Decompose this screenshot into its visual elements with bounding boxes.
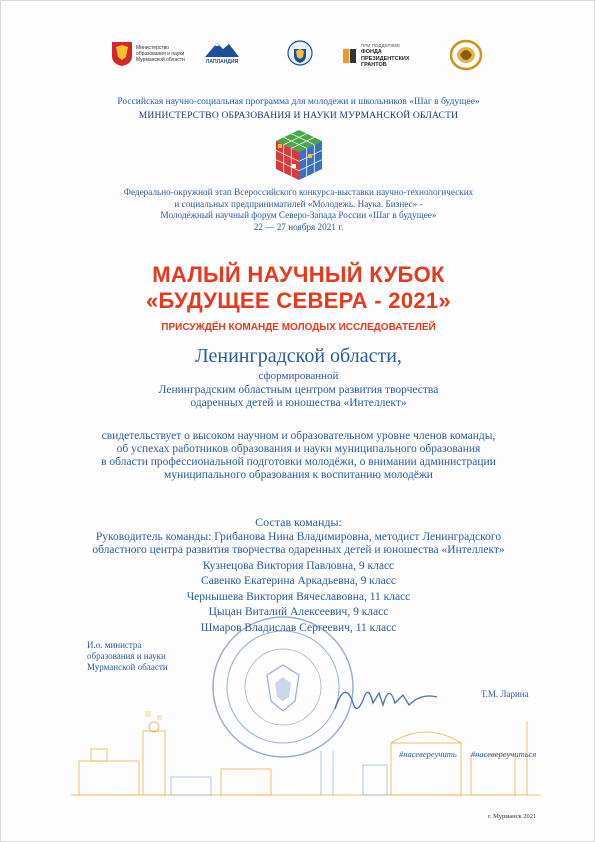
testimony-text xyxy=(1,430,595,482)
presidential-grants-logo xyxy=(343,43,421,69)
contest-stage xyxy=(1,187,595,233)
team-member: Цыцан Виталий Алексеевич, 9 класс xyxy=(208,606,389,619)
team-leader-line-2: областного центра развития творчества одаренных детей и юношества «Интеллект» xyxy=(92,544,505,556)
coat-of-arms-icon xyxy=(111,41,133,67)
signatory-line-3: Мурманской области xyxy=(87,662,168,672)
stage-line-1: Федерально-окружной этап Всероссийского конкурса-выставки научно-технологических xyxy=(123,187,474,197)
award-title-line-1: МАЛЫЙ НАУЧНЫЙ КУБОК xyxy=(152,262,445,287)
awarded-to: ПРИСУЖДЁН КОМАНДЕ МОЛОДЫХ ИССЛЕДОВАТЕЛЕЙ xyxy=(161,322,436,333)
testimony-line-1: свидетельствует о высоком научном и образовательном уровне членов команды, xyxy=(101,430,496,442)
team-member: Чернышева Виктория Вячеславовна, 11 класс xyxy=(186,590,411,603)
signatory-line-2: образования и науки xyxy=(87,651,166,661)
recipient-region: Ленинградской области, xyxy=(195,345,402,367)
testimony-line-4: муниципального образования к воспитанию молодёжи xyxy=(164,469,433,481)
shag-emblem-icon xyxy=(449,39,483,71)
grants-name-text: ФОНДА ПРЕЗИДЕНТСКИХ ГРАНТОВ xyxy=(361,49,410,68)
team-member: Савенко Екатерина Аркадьевна, 9 класс xyxy=(201,575,396,588)
mountain-icon xyxy=(203,39,241,59)
signatory-name: Т.М. Ларина xyxy=(481,689,529,699)
grants-icon xyxy=(343,47,357,65)
team-leader-line-1: Руководитель команды: Грибанова Нина Владимировна, методист Ленинградского xyxy=(95,531,502,543)
signatory-title xyxy=(87,640,168,673)
team-member: Шмаров Владислав Сергеевич, 11 класс xyxy=(200,621,397,634)
step-into-future-logo xyxy=(449,39,483,71)
cube-emblem-icon xyxy=(272,128,326,182)
signatory-line-1: И.о. министра xyxy=(87,640,142,650)
recipient-org-line-2: одаренных детей и юношества «Интеллект» xyxy=(190,397,407,409)
ministry-logo-text: Министерство образования и науки Мурманской области xyxy=(136,45,185,63)
laplandia-logo xyxy=(203,39,241,65)
murmansk-region-logo xyxy=(287,39,313,69)
stage-dates: 22 — 27 ноября 2021 г. xyxy=(253,221,344,232)
ministry-name: МИНИСТЕРСТВО ОБРАЗОВАНИЯ И НАУКИ МУРМАНСКОЙ ОБЛАСТИ xyxy=(138,111,459,121)
recipient-org xyxy=(1,384,595,410)
testimony-line-3: в области профессиональной подготовки молодёжи, о внимании администрации xyxy=(101,456,496,468)
team-heading: Состав команды: xyxy=(255,515,342,529)
testimony-line-2: об успехах работников образования и науки муниципального образования xyxy=(116,443,481,455)
stage-line-3: Молодёжный научный форум Северо-Запада России «Шаг в будущее» xyxy=(160,210,437,221)
city-year: г. Мурманск 2021 xyxy=(488,813,537,820)
laplandia-logo-text: ЛАПЛАНДИЯ xyxy=(205,59,239,65)
team-leader xyxy=(1,531,595,557)
ministry-logo xyxy=(111,41,192,67)
hashtag: #насевереучиться xyxy=(470,749,537,759)
program-name: Российская научно-социальная программа для молодежи и школьников «Шаг в будущее» xyxy=(117,97,480,107)
hashtags xyxy=(399,749,548,759)
hashtag: #насевереучить xyxy=(399,749,457,759)
region-emblem-icon xyxy=(287,39,313,69)
team-member: Кузнецова Виктория Павловна, 9 класс xyxy=(202,560,395,572)
recipient-formed: сформированной xyxy=(258,370,339,382)
grants-support-text: ПРИ ПОДДЕРЖКЕ xyxy=(361,43,401,48)
award-title-line-2: «БУДУЩЕЕ СЕВЕРА - 2021» xyxy=(146,288,451,313)
logo-row xyxy=(1,39,595,79)
signature xyxy=(331,673,441,723)
recipient-org-line-1: Ленинградским областным центром развития творчества xyxy=(158,384,439,396)
stage-line-2: и социальных предприниматилей «Молодежь. Наука. Бизнес» - xyxy=(174,198,423,209)
